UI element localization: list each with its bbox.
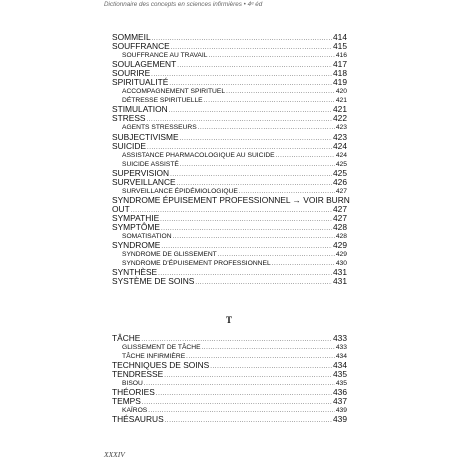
entry-label: TÂCHE INFIRMIÈRE xyxy=(122,353,186,361)
entry-label: SOULAGEMENT xyxy=(112,59,177,70)
entry-page-number: 425 xyxy=(335,160,347,168)
entry-label: SOUFFRANCE AU TRAVAIL xyxy=(122,52,208,60)
entry-page-number: 414 xyxy=(333,32,347,42)
index-entry xyxy=(112,241,347,250)
entry-page-number: 422 xyxy=(333,113,347,124)
entry-label: TÂCHE xyxy=(112,333,141,343)
entry-label: SYNDROME xyxy=(112,240,161,251)
entry-label: SOUFFRANCE xyxy=(112,41,170,52)
entry-label: SYNDROME ÉPUISEMENT PROFESSIONNEL → VOIR BURN xyxy=(112,194,350,205)
index-subentry xyxy=(112,343,347,352)
index-subentry xyxy=(112,250,347,259)
entry-page-number: 433 xyxy=(335,344,347,352)
dot-leader xyxy=(151,71,332,80)
dot-leader xyxy=(226,88,335,97)
entry-label: KAÏROS xyxy=(122,407,148,415)
entry-page-number: 431 xyxy=(333,267,347,278)
entry-label: THÉSAURUS xyxy=(112,414,164,425)
entry-label: GLISSEMENT DE TÂCHE xyxy=(122,344,201,352)
dot-leader xyxy=(170,171,332,180)
entry-page-number: 421 xyxy=(335,97,347,105)
entry-page-number: 427 xyxy=(333,212,347,223)
entry-label: TECHNIQUES DE SOINS xyxy=(112,360,210,371)
index-entry xyxy=(112,133,347,142)
entry-label: SUICIDE xyxy=(112,140,146,151)
entry-label: OUT xyxy=(112,203,130,214)
dot-leader xyxy=(156,390,332,399)
entry-label: ACCOMPAGNEMENT SPIRITUEL xyxy=(122,88,226,96)
entry-page-number: 427 xyxy=(335,187,347,195)
entry-page-number: 415 xyxy=(333,41,347,52)
dot-leader xyxy=(177,62,332,71)
entry-page-number: 431 xyxy=(333,276,347,287)
dot-leader xyxy=(152,35,332,44)
entry-label: SURVEILLANCE ÉPIDÉMIOLOGIQUE xyxy=(122,187,238,195)
entry-page-number: 417 xyxy=(333,59,347,70)
entry-page-number: 429 xyxy=(333,240,347,251)
dot-leader xyxy=(272,260,335,269)
index-subentry xyxy=(112,87,347,96)
entry-label: SURVEILLANCE xyxy=(112,176,176,187)
entry-page-number: 423 xyxy=(335,124,347,132)
dot-leader xyxy=(202,344,335,353)
entry-label: SOURIRE xyxy=(112,68,151,79)
index-entry xyxy=(112,277,347,286)
entry-page-number: 435 xyxy=(333,369,347,380)
index-entry xyxy=(112,78,347,87)
index-list-s xyxy=(112,32,350,287)
entry-page-number: 435 xyxy=(335,380,347,388)
dot-leader xyxy=(210,363,332,372)
index-entry xyxy=(112,194,350,205)
dot-leader xyxy=(160,216,332,225)
entry-page-number: 428 xyxy=(333,221,347,232)
dot-leader xyxy=(195,279,332,288)
index-entry xyxy=(112,114,347,123)
entry-page-number: 419 xyxy=(333,77,347,88)
entry-label: TEMPS xyxy=(112,396,141,407)
entry-page-number: 429 xyxy=(335,251,347,259)
dot-leader xyxy=(169,107,332,116)
entry-page-number: 421 xyxy=(333,104,347,115)
entry-label: SPIRITUALITÉ xyxy=(112,77,169,88)
section-letter-t: T xyxy=(225,315,232,325)
entry-label: SYSTÈME DE SOINS xyxy=(112,276,195,287)
index-entry xyxy=(112,397,347,406)
dot-leader xyxy=(165,417,332,426)
entry-label: SUBJECTIVISME xyxy=(112,131,179,142)
entry-label: ASSISTANCE PHARMACOLOGIQUE AU SUICIDE xyxy=(122,151,275,159)
index-entry xyxy=(112,42,347,51)
dot-leader xyxy=(131,207,332,216)
dot-leader xyxy=(180,135,332,144)
entry-page-number: 418 xyxy=(333,68,347,79)
dot-leader xyxy=(148,407,335,416)
dot-leader xyxy=(204,97,335,106)
index-entry xyxy=(112,415,347,424)
running-header: Dictionnaire des concepts en sciences infirmières • 4ᵉ éd xyxy=(104,1,263,8)
page-number: XXXIV xyxy=(104,450,125,459)
entry-page-number: 420 xyxy=(335,88,347,96)
entry-page-number: 434 xyxy=(335,353,347,361)
entry-page-number: 436 xyxy=(333,387,347,398)
dot-leader xyxy=(173,233,335,242)
entry-page-number: 437 xyxy=(333,396,347,407)
entry-page-number: 423 xyxy=(333,131,347,142)
entry-label: AGENTS STRESSEURS xyxy=(122,124,197,132)
index-entry xyxy=(112,178,347,187)
index-entry xyxy=(112,142,347,151)
index-entry xyxy=(112,388,347,397)
entry-label: STRESS xyxy=(112,113,146,124)
entry-label: BISOU xyxy=(122,380,143,388)
entry-page-number: 416 xyxy=(335,52,347,60)
dot-leader xyxy=(208,52,334,61)
entry-page-number: 433 xyxy=(333,333,347,343)
entry-label: SYMPTÔME xyxy=(112,221,160,232)
entry-page-number: 424 xyxy=(333,140,347,151)
dot-leader xyxy=(180,161,335,170)
entry-page-number: 439 xyxy=(333,414,347,425)
dot-leader xyxy=(198,124,335,133)
entry-label: SUICIDE ASSISTÉ xyxy=(122,160,179,168)
entry-label: DÉTRESSE SPIRITUELLE xyxy=(122,97,203,105)
index-entry xyxy=(112,223,347,232)
entry-label: SUPERVISION xyxy=(112,167,170,178)
index-entry xyxy=(112,334,347,343)
entry-label: SOMATISATION xyxy=(122,233,172,241)
index-entry xyxy=(112,370,347,379)
index-subentry xyxy=(112,151,347,160)
entry-label: TENDRESSE xyxy=(112,369,164,380)
index-list-t xyxy=(112,334,347,424)
entry-page-number: 425 xyxy=(333,167,347,178)
dot-leader xyxy=(276,152,335,161)
entry-page-number: 428 xyxy=(335,233,347,241)
entry-label: SYNDROME D'ÉPUISEMENT PROFESSIONNEL xyxy=(122,260,271,268)
entry-page-number: 430 xyxy=(335,260,347,268)
entry-page-number: 426 xyxy=(333,176,347,187)
entry-label: THÉORIES xyxy=(112,387,155,398)
entry-label: SOMMEIL xyxy=(112,32,151,42)
entry-page-number: 439 xyxy=(335,407,347,415)
entry-page-number: 427 xyxy=(333,203,347,214)
dot-leader xyxy=(144,380,335,389)
entry-page-number: 424 xyxy=(335,151,347,159)
entry-label: SYNDROME DE GLISSEMENT xyxy=(122,251,217,259)
entry-label: SYNTHÈSE xyxy=(112,267,158,278)
entry-page-number: 434 xyxy=(333,360,347,371)
entry-label: STIMULATION xyxy=(112,104,168,115)
index-entry xyxy=(112,105,347,114)
entry-label: SYMPATHIE xyxy=(112,212,160,223)
